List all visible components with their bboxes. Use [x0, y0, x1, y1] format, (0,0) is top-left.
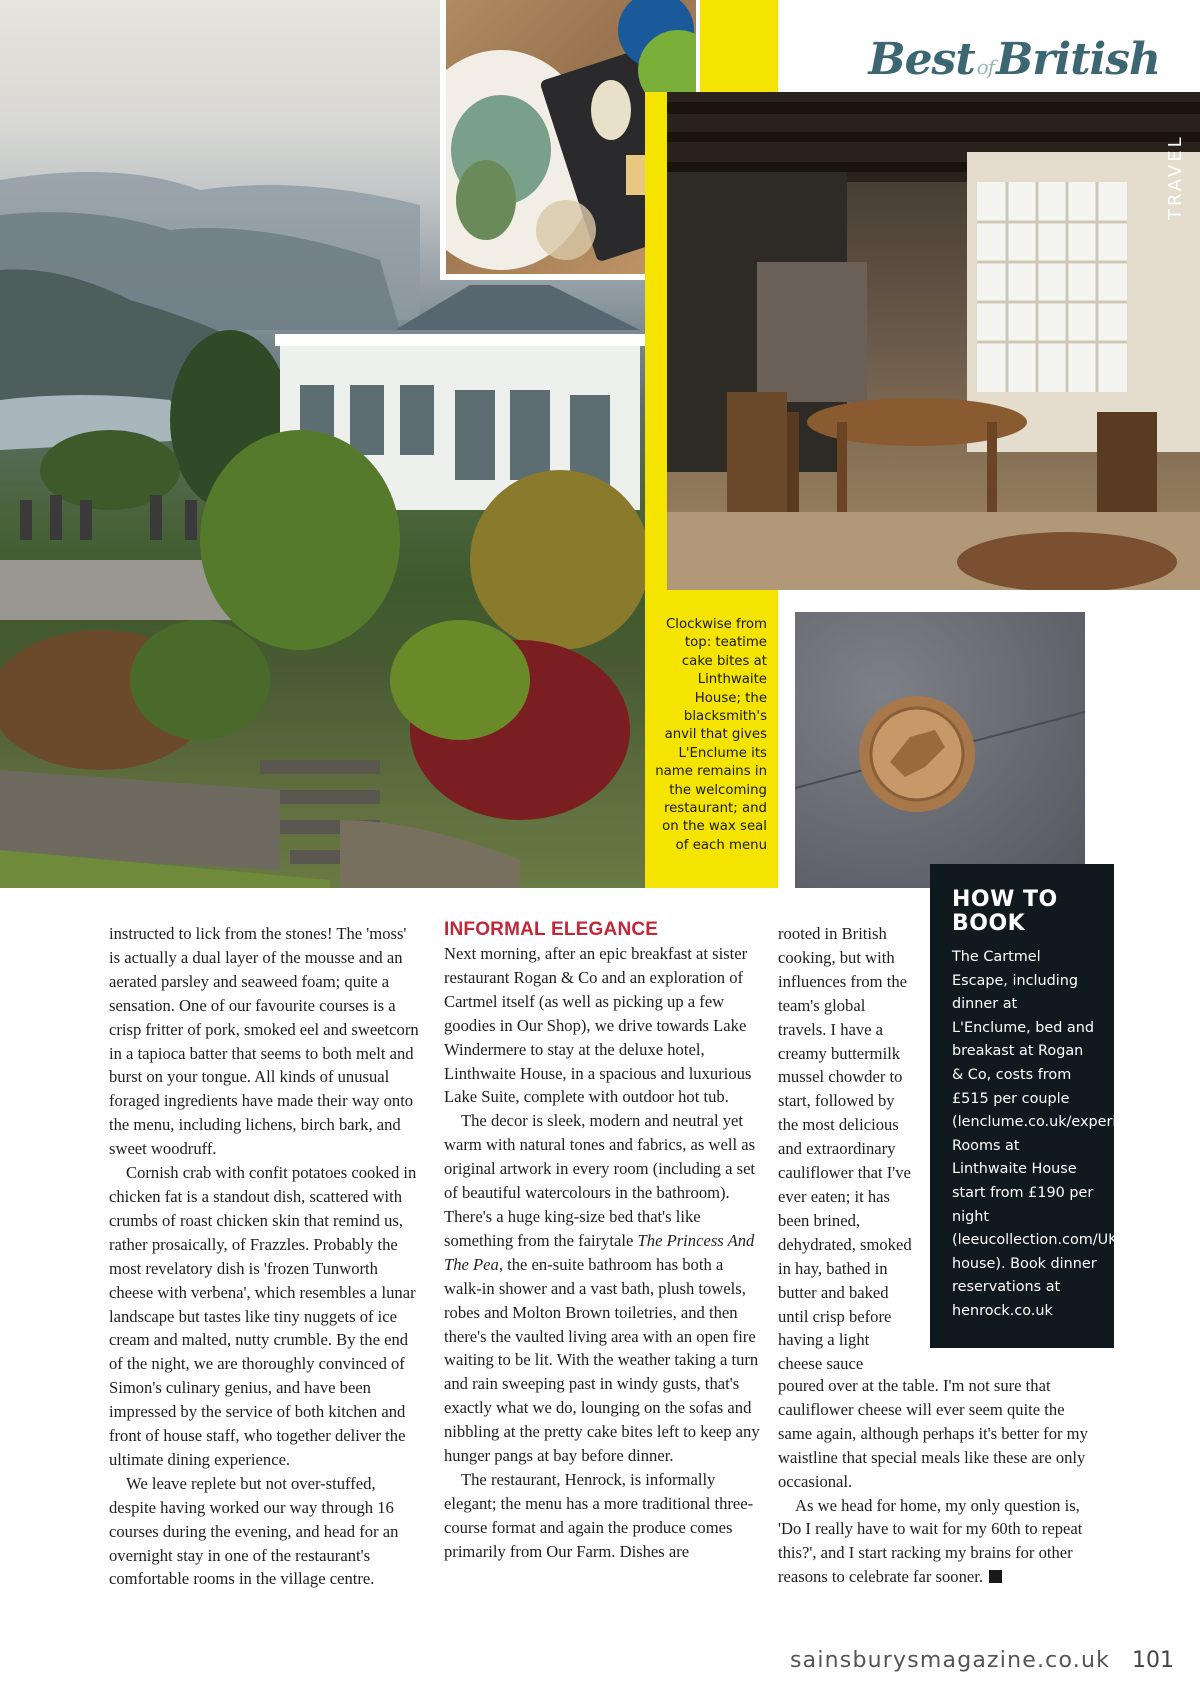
article-column-3-wide — [778, 1374, 1100, 1589]
article-paragraph — [778, 1494, 1100, 1590]
end-of-article-mark — [989, 1570, 1002, 1583]
article-column-3-narrow — [778, 922, 913, 1376]
article-column-2 — [444, 918, 760, 1564]
brand-best: Best — [868, 34, 975, 85]
magazine-brand — [868, 34, 1160, 85]
lenclume-restaurant-photo — [667, 92, 1200, 590]
yellow-accent-strip — [645, 92, 667, 292]
paragraph-text: , the en-suite bathroom has both a walk-in shower and a vast bath, plush towels, robes and Molton Brown toiletries, and then there's the vaulted living area with an open fire waiting to be lit. With the weather taking a turn and rain sweeping past in windy gusts, that's exactly what we do, lounging on the sofas and nibbling at the pretty cake bites left to keep any hunger pangs at bay before dinner. — [444, 1254, 760, 1466]
footer-website: sainsburysmagazine.co.uk — [790, 1648, 1111, 1673]
yellow-accent-top — [700, 0, 778, 92]
how-to-book-title: HOW TO BOOK — [952, 887, 1058, 936]
article-paragraph: Cornish crab with confit potatoes cooked in chicken fat is a standout dish, scattered with crumbs of roast chicken skin that remind us, rather prosaically, of Frazzles. Probably the most revelatory dish is 'frozen Tunworth cheese with verbena', which resembles a lunar landscape but tastes like tiny nuggets of ice cream and malted, nutty crumble. By the end of the night, we are thoroughly convinced of Simon's culinary genius, and have been impressed by the service of both kitchen and front of house staff, who together deliver the ultimate dining experience. — [109, 1163, 417, 1469]
article-paragraph: We leave replete but not over-stuffed, despite having worked our way through 16 courses during the evening, and head for an overnight stay in one of the restaurant's comfortable rooms in the village centre. — [109, 1473, 399, 1589]
page-number: 101 — [1132, 1648, 1174, 1673]
article-paragraph: rooted in British cooking, but with influences from the team's global travels. I have a creamy buttermilk mussel chowder to start, followed by the most delicious and extraordinary cauliflower that I've ever eaten; it has been brined, dehydrated, smoked in hay, bathed in butter and baked until crisp before having a light cheese sauce — [778, 924, 912, 1374]
section-label-text: TRAVEL — [1165, 134, 1186, 220]
restaurant-illustration — [667, 92, 1200, 590]
article-paragraph: Next morning, after an epic breakfast at sister restaurant Rogan & Co and an exploration of Cartmel itself (as well as picking up a few goodies in Our Shop), we drive towards Lake Windermere to stay at the deluxe hotel, Linthwaite House, in a spacious and luxurious Lake Suite, complete with outdoor hot tub. — [444, 944, 752, 1107]
article-paragraph: instructed to lick from the stones! The 'moss' is actually a dual layer of the mousse and an aerated parsley and seaweed foam; quite a sensation. One of our favourite courses is a crisp fritter of pork, smoked eel and sweetcorn in a tapioca batter that seems to both melt and burst on your tongue. All kinds of unusual foraged ingredients have made their way onto the menu, including lichens, birch bark, and sweet woodruff. — [109, 924, 419, 1159]
wax-seal-illustration — [795, 612, 1085, 888]
brand-british: British — [996, 34, 1160, 85]
wax-seal-menu-photo — [795, 612, 1085, 888]
section-label — [1145, 100, 1186, 220]
article-paragraph: poured over at the table. I'm not sure that cauliflower cheese will ever seem quite the same again, although perhaps it's better for my waistline that special meals like these are only occasional. — [778, 1376, 1088, 1491]
subheading: INFORMAL ELEGANCE — [444, 919, 659, 940]
brand-of: of — [976, 55, 995, 79]
paragraph-text: As we head for home, my only question is, 'Do I really have to wait for my 60th to repeat this?', and I start racking my brains for other reasons to celebrate far sooner. — [778, 1495, 1083, 1587]
book-title: The Princess And The Pea — [444, 1230, 755, 1274]
photo-caption: Clockwise from top: teatime cake bites at Linthwaite House; the blacksmith's anvil that gives L'Enclume its name remains in the welcoming restaurant; and on the wax seal of each menu — [655, 617, 767, 853]
how-to-book-box — [930, 864, 1199, 1348]
article-column-1 — [109, 922, 419, 1591]
paragraph-text: The decor is sleek, modern and neutral yet warm with natural tones and fabrics, as well as original artwork in every room (including a set of beautiful watercolours in the bathroom). There's a huge king-size bed that's like something from the fairytale — [444, 1111, 756, 1250]
article-paragraph — [444, 1109, 760, 1468]
article-paragraph: The restaurant, Henrock, is informally elegant; the menu has a more traditional three-course format and again the produce comes primarily from Our Farm. Dishes are — [444, 1469, 754, 1561]
how-to-book-body: The Cartmel Escape, including dinner at L'Enclume, bed and breakast at Rogan & Co, costs from £515 per couple (lenclume.co.uk/experiences) Rooms at Linthwaite House start from £190 per night (leeucollection.com/UK/linthwaite-house). Book dinner reservations at henrock.co.uk — [952, 949, 1199, 1319]
